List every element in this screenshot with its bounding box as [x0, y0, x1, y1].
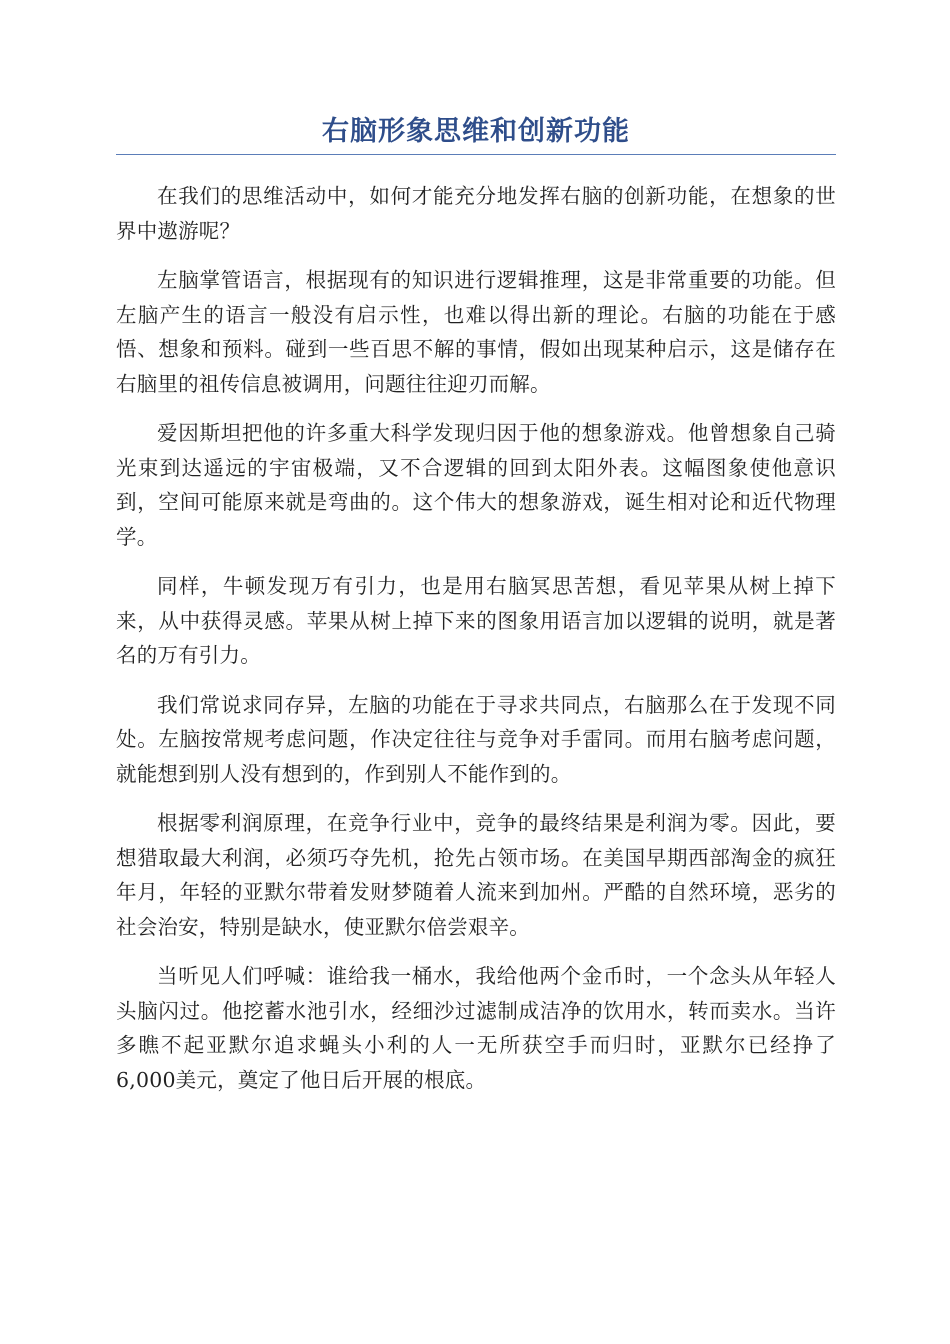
title-underline	[116, 154, 836, 155]
paragraph-3: 爱因斯坦把他的许多重大科学发现归因于他的想象游戏。他曾想象自己骑光束到达遥远的宇宙极端，又不合逻辑的回到太阳外表。这幅图象使他意识到，空间可能原来就是弯曲的。这个伟大的想象游戏，诞生相对论和近代物理学。	[116, 421, 836, 549]
paragraph-1: 在我们的思维活动中，如何才能充分地发挥右脑的创新功能，在想象的世界中遨游呢？	[116, 184, 836, 243]
paragraph-2: 左脑掌管语言，根据现有的知识进行逻辑推理，这是非常重要的功能。但左脑产生的语言一般没有启示性，也难以得出新的理论。右脑的功能在于感悟、想象和预料。碰到一些百思不解的事情，假如出现某种启示，这是储存在右脑里的祖传信息被调用，问题往往迎刃而解。	[116, 268, 836, 396]
paragraph-5: 我们常说求同存异，左脑的功能在于寻求共同点，右脑那么在于发现不同处。左脑按常规考虑问题，作决定往往与竞争对手雷同。而用右脑考虑问题，就能想到别人没有想到的，作到别人不能作到的。	[116, 692, 836, 786]
document-title: 右脑形象思维和创新功能	[322, 116, 630, 147]
document-page	[116, 112, 836, 1112]
paragraph-7: 当听见人们呼喊：谁给我一桶水，我给他两个金币时，一个念头从年轻人头脑闪过。他挖蓄水池引水，经细沙过滤制成洁净的饮用水，转而卖水。当许多瞧不起亚默尔追求蝇头小利的人一无所获空手而归时，亚默尔已经挣了6,000美元，奠定了他日后开展的根底。	[116, 964, 836, 1092]
paragraph-4: 同样，牛顿发现万有引力，也是用右脑冥思苦想，看见苹果从树上掉下来，从中获得灵感。苹果从树上掉下来的图象用语言加以逻辑的说明，就是著名的万有引力。	[116, 574, 836, 667]
paragraph-6: 根据零利润原理，在竞争行业中，竞争的最终结果是利润为零。因此，要想猎取最大利润，必须巧夺先机，抢先占领市场。在美国早期西部淘金的疯狂年月，年轻的亚默尔带着发财梦随着人流来到加州。严酷的自然环境，恶劣的社会治安，特别是缺水，使亚默尔倍尝艰辛。	[116, 811, 836, 939]
